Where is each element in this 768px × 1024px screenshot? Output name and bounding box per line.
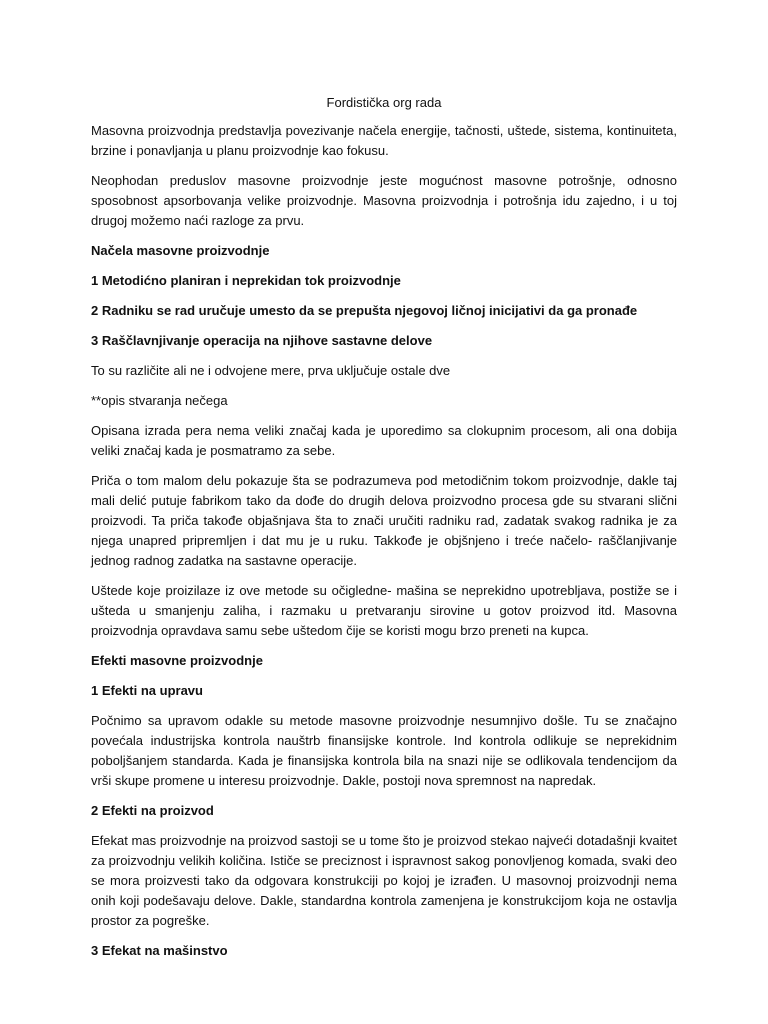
heading-principle-2: 2 Radniku se rad uručuje umesto da se prepušta njegovoj ličnoj inicijativi da ga pronađe bbox=[91, 303, 638, 318]
paragraph-intro: Masovna proizvodnja predstavlja povezivanje načela energije, tačnosti, uštede, sistema, kontinuiteta, brzine i ponavljanja u planu proizvodnje kao fokusu. bbox=[91, 123, 677, 158]
paragraph-pen: Opisana izrada pera nema veliki značaj kada je uporedimo sa clokupnim procesom, ali ona dobija veliki značaj kada je posmatramo za sebe. bbox=[91, 423, 677, 458]
paragraph-product: Efekat mas proizvodnje na proizvod sastoji se u tome što je proizvod stekao najveći dotadašnji kvaitet za proizvodnju velikih količina. Ističe se preciznost i ispravnost sakog ponovljenog komada, svaki deo se mora proizvesti tako da odgovara konstrukciji po kojoj je izrađen. U masovnoj proizvodnji nema onih koji podešavaju delove. Dakle, standardna kontrola zamenjena je konstrukcijom koja ne ostavlja prostor za pogreške. bbox=[91, 833, 677, 928]
heading-principle-1: 1 Metodićno planiran i neprekidan tok proizvodnje bbox=[91, 273, 401, 288]
paragraph-savings: Uštede koje proizilaze iz ove metode su očigledne- mašina se neprekidno upotrebljava, postiže se i ušteda u smanjenju zaliha, i razmaku u pretvaranju sirovine u gotov proizvod itd. Masovna proizvodnja opravdava samu sebe uštedom čije se koristi mogu brzo preneti na kupca. bbox=[91, 583, 677, 638]
paragraph-precondition: Neophodan preduslov masovne proizvodnje jeste mogućnost masovne potrošnje, odnosno sposobnost apsorbovanja velike proizvodnje. Masovna proizvodnja i potrošnja idu zajedno, i u toj drugoj možemo naći razloge za prvu. bbox=[91, 173, 677, 228]
paragraph-story: Priča o tom malom delu pokazuje šta se podrazumeva pod metodičnim tokom proizvodnje, dakle taj mali delić putuje fabrikom tako da dođe do drugih delova proizvodno procesa gde su stvarani slični proizvodi. Ta priča takođe objašnjava šta to znači uručiti radniku rad, zadatak svakog radnika je za njega unapred pripremljen i dat mu je u ruku. Takkođe je objšnjeno i treće načelo- raščlanjivanje jednog radnog zadatka na sastavne operacije. bbox=[91, 473, 677, 568]
paragraph-note: **opis stvaranja nečega bbox=[91, 393, 228, 408]
heading-effect-management: 1 Efekti na upravu bbox=[91, 683, 203, 698]
heading-principle-3: 3 Raščlavnjivanje operacija na njihove sastavne delove bbox=[91, 333, 433, 348]
heading-effects: Efekti masovne proizvodnje bbox=[91, 653, 263, 668]
paragraph-measures: To su različite ali ne i odvojene mere, prva uključuje ostale dve bbox=[91, 363, 451, 378]
paragraph-management: Počnimo sa upravom odakle su metode masovne proizvodnje nesumnjivo došle. Tu se značajno povećala industrijska kontrola nauštrb finansijske kontrole. Ind kontrola odlikuje se neprekidnim poboljšanjem standarda. Kada je finansijska kontrola bila na snazi nije se odlikovala tendencijom da vrši skupe promene u interesu proizvodnje. Dakle, postoji nova spremnost na napredak. bbox=[91, 713, 677, 788]
document-title: Fordistička org rada bbox=[326, 95, 442, 110]
heading-principles: Načela masovne proizvodnje bbox=[91, 243, 270, 258]
heading-effect-product: 2 Efekti na proizvod bbox=[91, 803, 214, 818]
heading-effect-engineering: 3 Efekat na mašinstvo bbox=[91, 943, 228, 958]
